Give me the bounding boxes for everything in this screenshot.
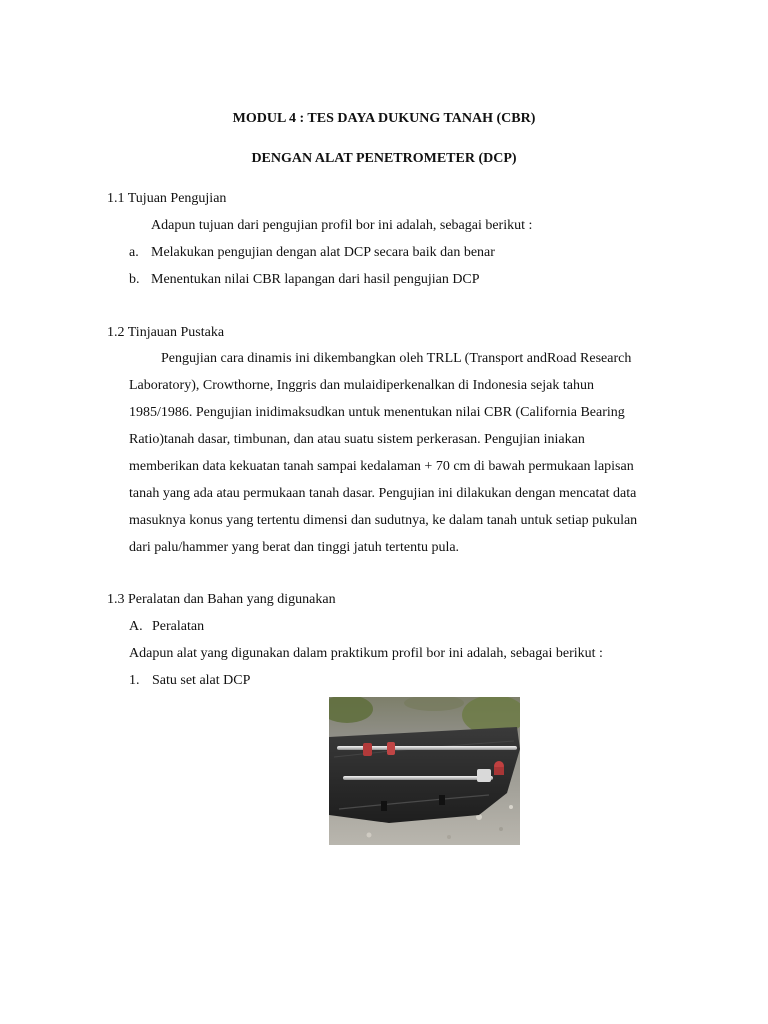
section-2-paragraph-line: dari palu/hammer yang berat dan tinggi jatuh tertentu pula. bbox=[129, 540, 460, 555]
section-2-heading: 1.2 Tinjauan Pustaka bbox=[107, 325, 225, 340]
section-1-heading: 1.1 Tujuan Pengujian bbox=[107, 191, 227, 206]
section-1-item-a-marker: a. bbox=[129, 245, 139, 260]
section-3-item-1-text: Satu set alat DCP bbox=[152, 673, 251, 688]
section-1-item-b-marker: b. bbox=[129, 272, 140, 287]
section-2-paragraph-line: memberikan data kekuatan tanah sampai kedalaman + 70 cm di bawah permukaan lapisan bbox=[129, 459, 634, 474]
section-3-sub-label: Peralatan bbox=[152, 619, 205, 634]
section-3-heading: 1.3 Peralatan dan Bahan yang digunakan bbox=[107, 592, 336, 607]
section-2-paragraph-line: Laboratory), Crowthorne, Inggris dan mulaidiperkenalkan di Indonesia sejak tahun bbox=[129, 378, 594, 393]
section-3-intro: Adapun alat yang digunakan dalam praktikum profil bor ini adalah, sebagai berikut : bbox=[129, 646, 603, 661]
section-2-paragraph-line: Ratio)tanah dasar, timbunan, dan atau suatu sistem perkerasan. Pengujian iniakan bbox=[129, 432, 585, 447]
section-2-paragraph-line: 1985/1986. Pengujian inidimaksudkan untuk menentukan nilai CBR (California Bearing bbox=[129, 405, 625, 420]
section-1-item-b-text: Menentukan nilai CBR lapangan dari hasil pengujian DCP bbox=[151, 272, 480, 287]
section-2-paragraph-line: tanah yang ada atau permukaan tanah dasar. Pengujian ini dilakukan dengan mencatat data bbox=[129, 486, 637, 501]
section-1-intro: Adapun tujuan dari pengujian profil bor ini adalah, sebagai berikut : bbox=[151, 218, 533, 233]
title-line-1: MODUL 4 : TES DAYA DUKUNG TANAH (CBR) bbox=[232, 111, 536, 126]
title-line-2: DENGAN ALAT PENETROMETER (DCP) bbox=[251, 151, 517, 166]
section-1-item-a-text: Melakukan pengujian dengan alat DCP secara baik dan benar bbox=[151, 245, 495, 260]
section-3-sub-marker: A. bbox=[129, 619, 143, 634]
dcp-tool-photo bbox=[329, 697, 520, 845]
section-3-item-1-marker: 1. bbox=[129, 673, 140, 688]
section-2-paragraph-line: masuknya konus yang tertentu dimensi dan sudutnya, ke dalam tanah untuk setiap pukulan bbox=[129, 513, 638, 528]
section-2-paragraph-line: Pengujian cara dinamis ini dikembangkan oleh TRLL (Transport andRoad Research bbox=[161, 351, 632, 366]
